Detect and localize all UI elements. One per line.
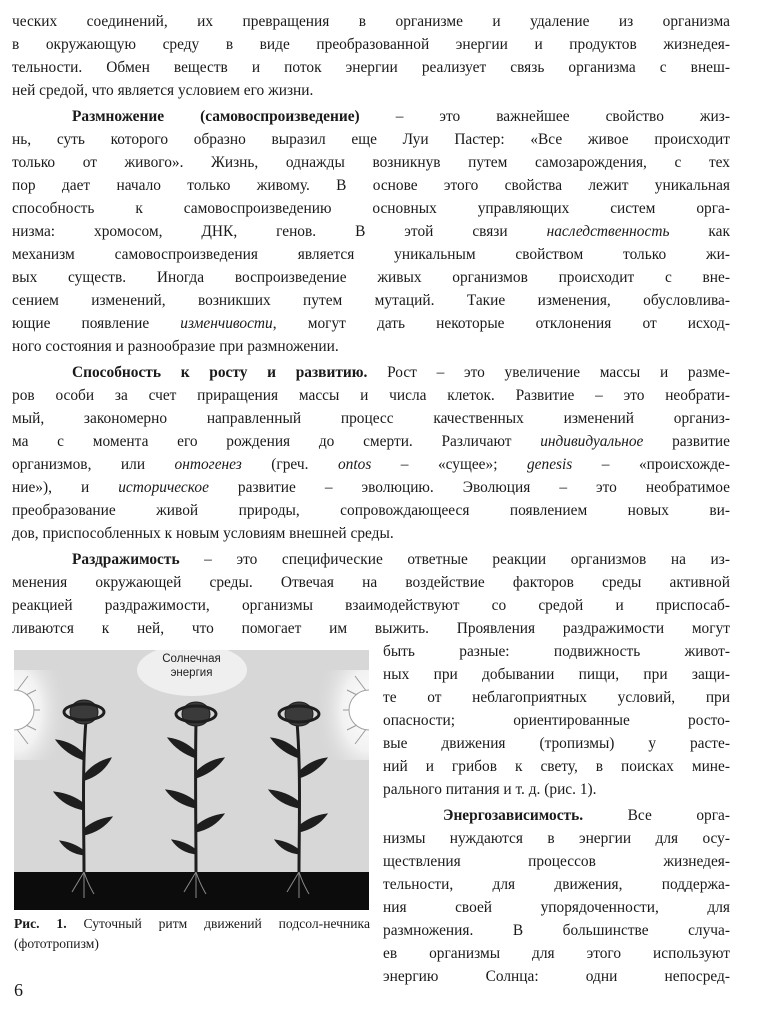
- text-line: ческих соединений, их превращения в организме и удаление из организма: [12, 13, 730, 30]
- sunflower-illustration: [14, 650, 369, 910]
- text-line: [12, 220, 730, 243]
- text-line: в окружающую среду в виде преобразованной энергии и продуктов жизнедея-: [12, 36, 730, 53]
- text-line: ния своей упорядоченности, для: [383, 899, 730, 916]
- text-span: организмов, или: [12, 456, 175, 473]
- text-line: [12, 312, 730, 335]
- term-heredity: наследственность: [546, 223, 670, 240]
- text-line: менения окружающей среды. Отвечая на воздействие факторов среды активной: [12, 574, 730, 591]
- text-line: опасности; ориентированные росто-: [383, 712, 730, 729]
- text-span: – «сущее»;: [371, 456, 527, 473]
- text-line: ев организмы для этого используют: [383, 945, 730, 962]
- text-line: тельности, для движения, поддержа-: [383, 876, 730, 893]
- text-line: нь, суть которого образно выразил еще Луи Пастер: «Все живое происходит: [12, 131, 730, 148]
- text-line: энергию Солнца: одни непосред-: [383, 968, 730, 985]
- text-line: только от живого». Жизнь, однажды возникнув путем самозарождения, с тех: [12, 154, 730, 171]
- text-line: сением изменений, возникших путем мутаций. Такие изменения, обусловлива-: [12, 292, 730, 309]
- figure-caption: [14, 914, 370, 954]
- text-line: мый, закономерно направленный процесс качественных изменений организ-: [12, 410, 730, 427]
- text-span: Все орга-: [583, 807, 730, 824]
- text-line: реакцией раздражимости, организмы взаимодействуют со средой и приспосаб-: [12, 597, 730, 614]
- figure-label-line: Солнечная: [162, 653, 221, 665]
- text-span: ющие появление: [12, 315, 181, 332]
- text-line: способность к самовоспроизведению основных управляющих систем орга-: [12, 200, 730, 217]
- text-line: пор дает начало только живому. В основе этого свойства лежит уникальная: [12, 177, 730, 194]
- text-line: [12, 105, 730, 128]
- text-line: механизм самовоспроизведения является уникальным свойством только жи-: [12, 246, 730, 263]
- text-line: преобразование живой природы, сопровождающееся появлением новых ви-: [12, 502, 730, 519]
- text-span: ма с момента его рождения до смерти. Различают: [12, 433, 541, 450]
- text-span: как: [669, 223, 730, 240]
- text-line: [12, 548, 730, 571]
- text-line: ров особи за счет приращения массы и числа клеток. Развитие – это необрати-: [12, 387, 730, 404]
- text-line: ний и грибов к свету, в поисках мине-: [383, 758, 730, 775]
- page-number: 6: [14, 980, 23, 1000]
- term-irritability: Раздражимость: [72, 551, 180, 568]
- text-line: ливаются к ней, что помогает им выжить. Проявления раздражимости могут: [12, 620, 730, 637]
- text-line: ней средой, что является условием его жизни.: [12, 82, 314, 99]
- caption-text: Суточный ритм движений подсол-нечника (фототропизм): [14, 916, 370, 951]
- caption-number: Рис. 1.: [14, 916, 67, 931]
- text-line: тельности. Обмен веществ и поток энергии реализует связь организма с внеш-: [12, 59, 730, 76]
- text-span: – это важнейшее свойство жиз-: [359, 108, 730, 125]
- text-span: развитие: [643, 433, 730, 450]
- text-span: , могут дать некоторые отклонения от исход-: [272, 315, 730, 332]
- text-line: те от неблагоприятных условий, при: [383, 689, 730, 706]
- text-line: дов, приспособленных к новым условиям внешней среды.: [12, 525, 394, 542]
- term-reproduction: Размножение (самовоспроизведение): [72, 108, 360, 125]
- term-individual: индивидуальное: [540, 433, 644, 450]
- text-line: ществления процессов жизнедея-: [383, 853, 730, 870]
- term-growth: Способность к росту и развитию.: [72, 364, 368, 381]
- text-span: развитие – эволюцию. Эволюция – это необратимое: [208, 479, 730, 496]
- figure-sunflowers: [14, 650, 369, 910]
- text-span: ние»), и: [12, 479, 119, 496]
- text-line: размножения. В большинстве случа-: [383, 922, 730, 939]
- term-ontos: ontos: [337, 456, 372, 473]
- text-line: [383, 804, 730, 827]
- text-span: (греч.: [241, 456, 338, 473]
- text-line: [12, 476, 730, 499]
- text-span: – это специфические ответные реакции организмов на из-: [179, 551, 730, 568]
- term-variability: изменчивости: [180, 315, 273, 332]
- term-historical: историческое: [118, 479, 209, 496]
- text-line: [12, 430, 730, 453]
- text-line: [12, 453, 730, 476]
- text-line: вых существ. Иногда воспроизведение живых организмов происходит с вне-: [12, 269, 730, 286]
- soil: [14, 872, 369, 910]
- text-line: вые движения (тропизмы) у расте-: [383, 735, 730, 752]
- text-span: – «происхожде-: [572, 456, 730, 473]
- text-line: низмы нуждаются в энергии для осу-: [383, 830, 730, 847]
- term-energy-dependence: Энергозависимость.: [443, 807, 584, 824]
- figure-label: [14, 652, 369, 680]
- text-line: быть разные: подвижность живот-: [383, 643, 730, 660]
- text-span: низма: хромосом, ДНК, генов. В этой связи: [12, 223, 547, 240]
- text-span: Рост – это увеличение массы и разме-: [367, 364, 730, 381]
- figure-label-line: энергия: [170, 667, 213, 679]
- text-line: [12, 361, 730, 384]
- text-line: ных при добывании пищи, при защи-: [383, 666, 730, 683]
- text-line: ного состояния и разнообразие при размножении.: [12, 338, 339, 355]
- term-genesis: genesis: [526, 456, 573, 473]
- term-ontogenesis: онтогенез: [174, 456, 242, 473]
- text-line: рального питания и т. д. (рис. 1).: [383, 781, 597, 798]
